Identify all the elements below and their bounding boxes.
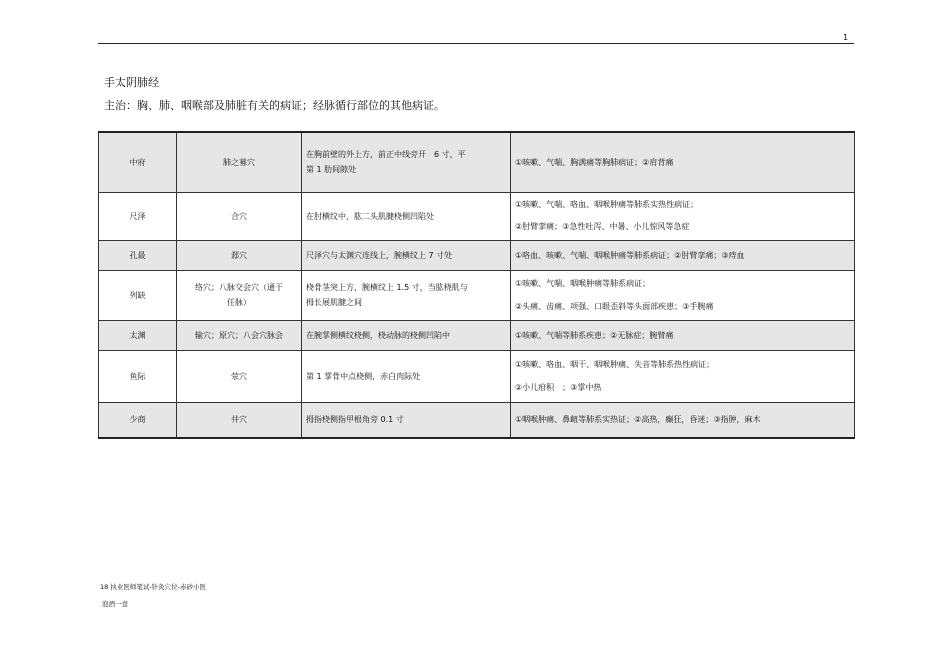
indications-summary: 主治：胸、肺、咽喉部及肺脏有关的病证；经脉循行部位的其他病证。 — [104, 99, 445, 112]
page-number: 1 — [843, 33, 849, 42]
point-category: 输穴；原穴；八会穴脉会 — [177, 320, 302, 350]
point-indications: ①咽喉肿痛、鼻衄等肺系实热证；②高热，癫狂，昏迷；③指肿，麻木 — [511, 402, 855, 438]
table-row — [99, 402, 855, 438]
point-indications: ①咳嗽、咯血、咽干、咽喉肿痛、失音等肺系热性病证； ②小儿疳积 ；③掌中热 — [511, 350, 855, 402]
meridian-title: 手太阴肺经 — [104, 76, 159, 89]
point-name: 列缺 — [99, 270, 177, 320]
point-name: 尺泽 — [99, 192, 177, 240]
acupoint-table — [98, 131, 855, 439]
point-indications: ①咳嗽、气喘、咯血、咽喉肿痛等肺系实热性病证； ②肘臂挛痛；③急性吐泻、中暑、小儿惊风等急症 — [511, 192, 855, 240]
point-location: 尺泽穴与太渊穴连线上，腕横纹上 7 寸处 — [302, 240, 511, 270]
point-location: 在胸前壁的外上方，前正中线旁开 6 寸，平 第 1 肋间隙处 — [302, 132, 511, 192]
point-name: 少商 — [99, 402, 177, 438]
point-name: 鱼际 — [99, 350, 177, 402]
point-category: 井穴 — [177, 402, 302, 438]
table-row — [99, 270, 855, 320]
point-indications: ①咯血、咳嗽、气喘、咽喉肿痛等肺系病证；②肘臂挛痛；③痔血 — [511, 240, 855, 270]
point-name: 中府 — [99, 132, 177, 192]
point-indications: ①咳嗽、气喘、咽喉肿痛等肺系病证； ②头痛、齿痛、项强、口眼歪斜等头面部疾患；③手腕痛 — [511, 270, 855, 320]
point-category: 合穴 — [177, 192, 302, 240]
point-category: 荥穴 — [177, 350, 302, 402]
point-location: 在肘横纹中，肱二头肌腱桡侧凹陷处 — [302, 192, 511, 240]
point-indications: ①咳嗽、气喘等肺系疾患；②无脉症；腕臂痛 — [511, 320, 855, 350]
header-rule — [98, 43, 854, 44]
table-row — [99, 240, 855, 270]
point-name: 孔最 — [99, 240, 177, 270]
point-name: 太渊 — [99, 320, 177, 350]
table-row — [99, 320, 855, 350]
footer-note: 泡酒一壹 — [102, 600, 128, 608]
point-location: 拇指桡侧指甲根角旁 0.1 寸 — [302, 402, 511, 438]
point-location: 第 1 掌骨中点桡侧，赤白肉际处 — [302, 350, 511, 402]
table-row — [99, 192, 855, 240]
footer-source: 18 执业医师笔试-针灸穴位-赤砂小医 — [100, 583, 207, 591]
point-location: 在腕掌侧横纹桡侧，桡动脉的桡侧凹陷中 — [302, 320, 511, 350]
point-location: 桡骨茎突上方，腕横纹上 1.5 寸，当肱桡肌与 拇长展肌腱之间 — [302, 270, 511, 320]
point-category: 肺之募穴 — [177, 132, 302, 192]
point-category: 郄穴 — [177, 240, 302, 270]
table-row — [99, 350, 855, 402]
point-category: 络穴；八脉交会穴（通于 任脉） — [177, 270, 302, 320]
table-row — [99, 132, 855, 192]
point-indications: ①咳嗽、气喘、胸满痛等胸肺病证；②肩背痛 — [511, 132, 855, 192]
